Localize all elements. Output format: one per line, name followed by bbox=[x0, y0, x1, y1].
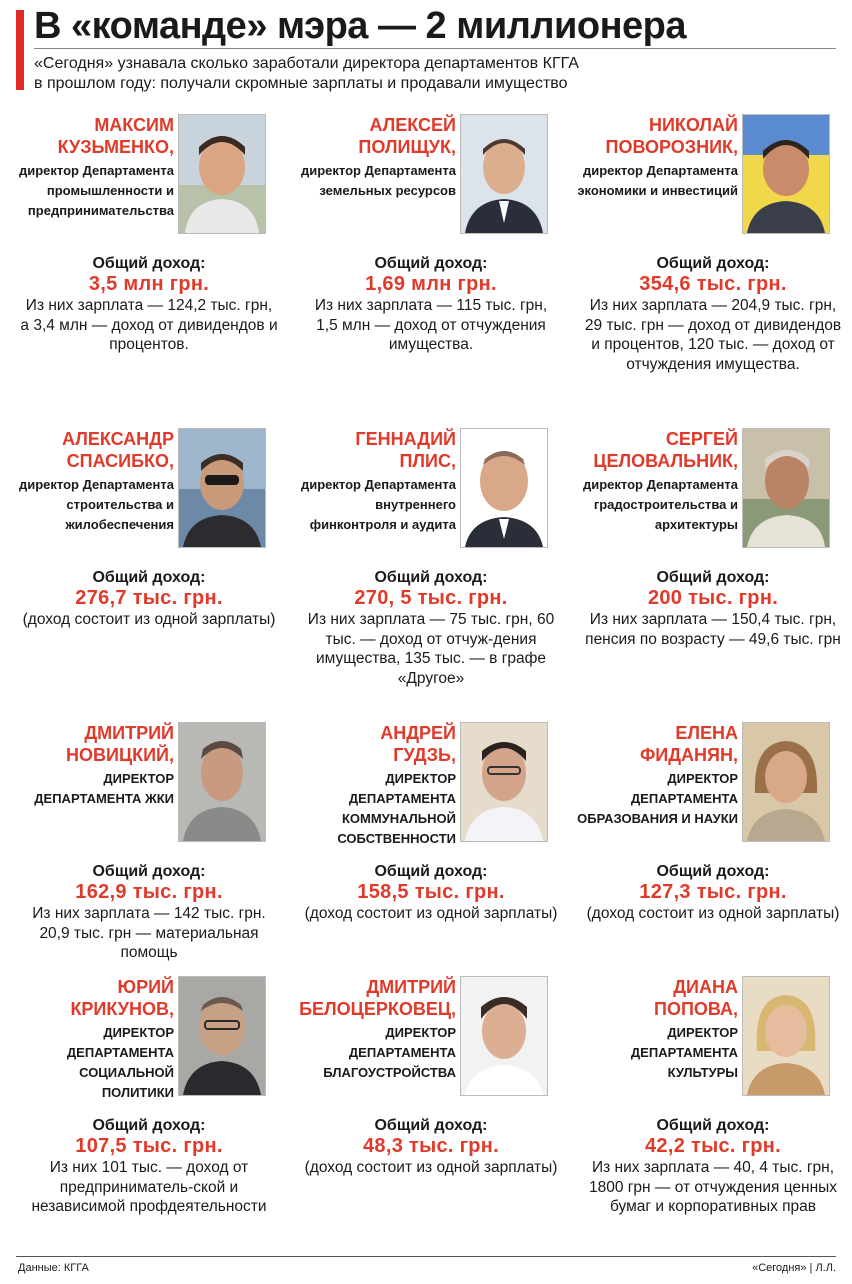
person-role: ДИРЕКТОР ДЕПАРТАМЕНТА БЛАГОУСТРОЙСТВА bbox=[323, 1025, 456, 1080]
income-label: Общий доход: bbox=[92, 863, 206, 880]
person-name: НИКОЛАЙ ПОВОРОЗНИК, bbox=[605, 115, 738, 157]
person-name: ДМИТРИЙ НОВИЦКИЙ, bbox=[66, 723, 174, 765]
income-block bbox=[298, 568, 564, 688]
income-block bbox=[16, 254, 282, 355]
person-name: ЕЛЕНА ФИДАНЯН, bbox=[639, 723, 738, 765]
portrait-icon bbox=[179, 115, 265, 233]
income-label: Общий доход: bbox=[656, 569, 770, 586]
income-block bbox=[16, 1116, 282, 1217]
income-amount: 48,3 тыс. грн. bbox=[363, 1135, 499, 1157]
person-role: ДИРЕКТОР ДЕПАРТАМЕНТА ОБРАЗОВАНИЯ И НАУКИ bbox=[577, 771, 738, 826]
person-name: АЛЕКСАНДР СПАСИБКО, bbox=[62, 429, 174, 471]
income-label: Общий доход: bbox=[374, 569, 488, 586]
subtitle-line-1: «Сегодня» узнавала сколько заработали директора департаментов КГГА bbox=[34, 55, 579, 72]
person-name: ГЕННАДИЙ ПЛИС, bbox=[355, 429, 456, 471]
income-details: Из них зарплата — 75 тыс. грн, 60 тыс. — доход от отчуж-дения имущества, 135 тыс. — в графе «Другое» bbox=[307, 611, 555, 687]
income-block bbox=[298, 862, 564, 924]
subtitle-line-2: в прошлом году: получали скромные зарплаты и продавали имущество bbox=[34, 75, 568, 92]
income-details: Из них зарплата — 115 тыс. грн, 1,5 млн — доход от отчуждения имущества. bbox=[314, 297, 548, 353]
person-photo bbox=[460, 428, 548, 548]
portrait-icon bbox=[743, 429, 829, 547]
income-label: Общий доход: bbox=[92, 255, 206, 272]
footer-divider bbox=[16, 1256, 836, 1257]
page-title: В «команде» мэра — 2 миллионера bbox=[34, 5, 687, 47]
income-amount: 1,69 млн грн. bbox=[365, 273, 497, 295]
person-role: ДИРЕКТОР ДЕПАРТАМЕНТА СОЦИАЛЬНОЙ ПОЛИТИКИ bbox=[66, 1025, 174, 1100]
income-amount: 127,3 тыс. грн. bbox=[639, 881, 787, 903]
income-details: Из них 101 тыс. — доход от предприниматель-ской и независимой профдеятельности bbox=[31, 1159, 267, 1215]
income-label: Общий доход: bbox=[92, 1117, 206, 1134]
income-amount: 158,5 тыс. грн. bbox=[357, 881, 505, 903]
income-amount: 270, 5 тыс. грн. bbox=[354, 587, 508, 609]
income-details: (доход состоит из одной зарплаты) bbox=[304, 905, 558, 922]
portrait-icon bbox=[461, 429, 547, 547]
person-photo bbox=[460, 722, 548, 842]
income-label: Общий доход: bbox=[374, 255, 488, 272]
income-amount: 354,6 тыс. грн. bbox=[639, 273, 787, 295]
person-photo bbox=[742, 114, 830, 234]
person-photo bbox=[178, 114, 266, 234]
person-photo bbox=[178, 722, 266, 842]
person-role: ДИРЕКТОР ДЕПАРТАМЕНТА КОММУНАЛЬНОЙ СОБСТВЕННОСТИ bbox=[337, 771, 456, 846]
portrait-icon bbox=[461, 723, 547, 841]
income-label: Общий доход: bbox=[656, 255, 770, 272]
income-amount: 107,5 тыс. грн. bbox=[75, 1135, 223, 1157]
income-label: Общий доход: bbox=[656, 1117, 770, 1134]
person-photo bbox=[742, 428, 830, 548]
person-role: директор Департамента внутреннего финконтроля и аудита bbox=[300, 477, 456, 532]
income-label: Общий доход: bbox=[374, 1117, 488, 1134]
footer-source: Данные: КГГА bbox=[18, 1262, 89, 1274]
person-role: директор Департамента экономики и инвестиций bbox=[577, 163, 738, 198]
person-photo bbox=[178, 976, 266, 1096]
portrait-icon bbox=[461, 115, 547, 233]
income-label: Общий доход: bbox=[656, 863, 770, 880]
income-amount: 200 тыс. грн. bbox=[647, 587, 779, 609]
person-role: ДИРЕКТОР ДЕПАРТАМЕНТА КУЛЬТУРЫ bbox=[630, 1025, 738, 1080]
portrait-icon bbox=[743, 977, 829, 1095]
person-photo bbox=[742, 722, 830, 842]
person-name: СЕРГЕЙ ЦЕЛОВАЛЬНИК, bbox=[593, 429, 738, 471]
income-label: Общий доход: bbox=[92, 569, 206, 586]
income-block bbox=[298, 1116, 564, 1178]
income-label: Общий доход: bbox=[374, 863, 488, 880]
person-name: ДИАНА ПОПОВА, bbox=[654, 977, 738, 1019]
person-name: АЛЕКСЕЙ ПОЛИЩУК, bbox=[358, 115, 456, 157]
person-role: директор Департамента промышленности и предпринимательства bbox=[18, 163, 174, 218]
person-photo bbox=[178, 428, 266, 548]
income-amount: 162,9 тыс. грн. bbox=[75, 881, 223, 903]
income-details: Из них зарплата — 124,2 тыс. грн, а 3,4 млн — доход от дивидендов и процентов. bbox=[20, 297, 278, 353]
person-name: АНДРЕЙ ГУДЗЬ, bbox=[380, 723, 456, 765]
portrait-icon bbox=[743, 723, 829, 841]
person-role: директор Департамента земельных ресурсов bbox=[300, 163, 456, 198]
income-details: Из них зарплата — 204,9 тыс. грн, 29 тыс. грн — доход от дивидендов и процентов, 120 тыс. — доход от отчуждения имущества. bbox=[584, 297, 842, 373]
person-role: директор Департамента градостроительства и архитектуры bbox=[582, 477, 738, 532]
portrait-icon bbox=[179, 977, 265, 1095]
income-details: (доход состоит из одной зарплаты) bbox=[304, 1159, 558, 1176]
income-amount: 276,7 тыс. грн. bbox=[75, 587, 223, 609]
income-details: Из них зарплата — 150,4 тыс. грн, пенсия по возрасту — 49,6 тыс. грн bbox=[585, 611, 841, 648]
portrait-icon bbox=[743, 115, 829, 233]
income-details: (доход состоит из одной зарплаты) bbox=[586, 905, 840, 922]
person-name: ЮРИЙ КРИКУНОВ, bbox=[70, 977, 174, 1019]
income-block bbox=[580, 568, 846, 649]
footer-credit: «Сегодня» | Л.Л. bbox=[752, 1262, 836, 1274]
header bbox=[16, 4, 836, 98]
person-name: ДМИТРИЙ БЕЛОЦЕРКОВЕЦ, bbox=[299, 977, 456, 1019]
income-block bbox=[580, 254, 846, 374]
income-block bbox=[298, 254, 564, 355]
income-details: Из них зарплата — 142 тыс. грн. 20,9 тыс. грн — материальная помощь bbox=[32, 905, 266, 961]
title-divider bbox=[34, 48, 836, 49]
person-photo bbox=[460, 976, 548, 1096]
income-details: Из них зарплата — 40, 4 тыс. грн, 1800 грн — от отчуждения ценных бумаг и корпоративных прав bbox=[588, 1159, 838, 1215]
person-role: директор Департамента строительства и жилобеспечения bbox=[18, 477, 174, 532]
income-block bbox=[580, 1116, 846, 1217]
income-block bbox=[16, 862, 282, 963]
income-amount: 3,5 млн грн. bbox=[88, 273, 210, 295]
person-photo bbox=[460, 114, 548, 234]
income-block bbox=[580, 862, 846, 924]
portrait-icon bbox=[461, 977, 547, 1095]
income-details: (доход состоит из одной зарплаты) bbox=[22, 611, 276, 628]
person-role: ДИРЕКТОР ДЕПАРТАМЕНТА ЖКИ bbox=[34, 771, 174, 806]
person-name: МАКСИМ КУЗЬМЕНКО, bbox=[57, 115, 174, 157]
income-amount: 42,2 тыс. грн. bbox=[645, 1135, 781, 1157]
title-accent-bar bbox=[16, 10, 24, 90]
income-block bbox=[16, 568, 282, 630]
portrait-icon bbox=[179, 723, 265, 841]
portrait-icon bbox=[179, 429, 265, 547]
person-photo bbox=[742, 976, 830, 1096]
